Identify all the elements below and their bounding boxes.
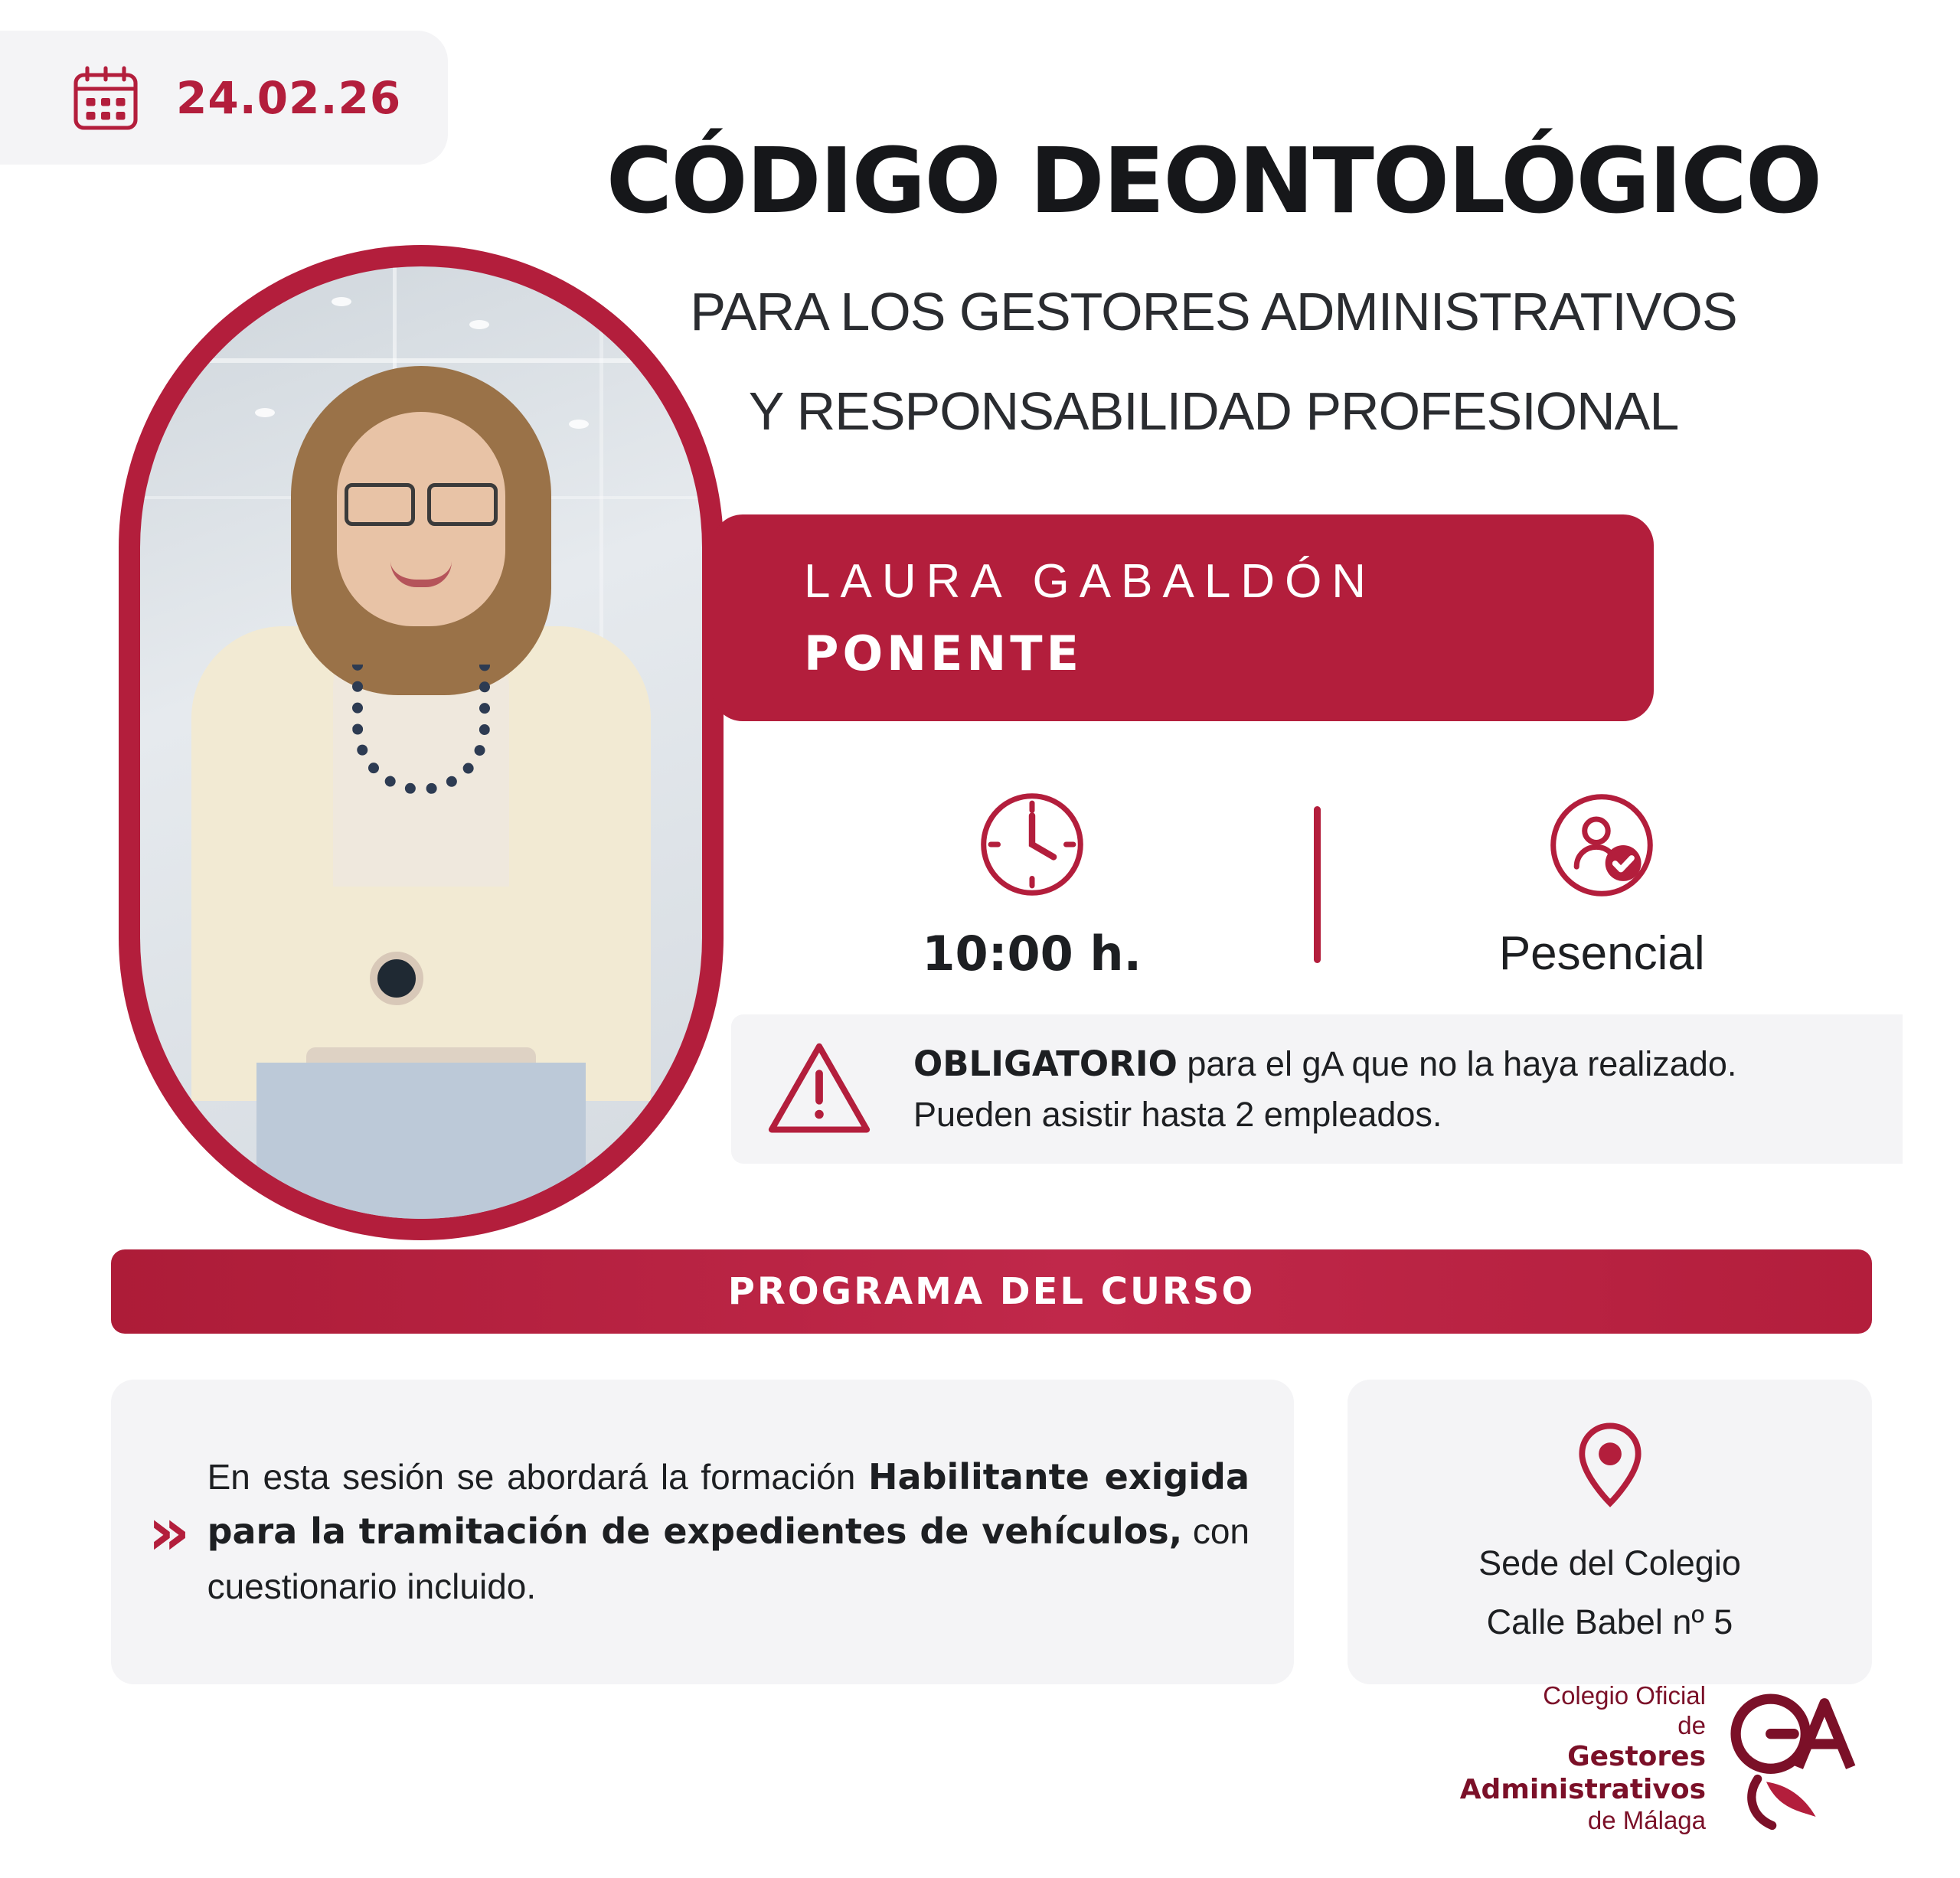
program-text-part-1: En esta sesión se abordará la formación bbox=[207, 1457, 869, 1498]
warning-triangle-icon bbox=[765, 1036, 874, 1142]
program-bar-label: PROGRAMA DEL CURSO bbox=[727, 1270, 1256, 1313]
logo-line-5: de Málaga bbox=[1587, 1806, 1706, 1835]
speaker-photo-frame bbox=[119, 245, 724, 1240]
clock-icon bbox=[975, 787, 1089, 906]
venue-line-2: Calle Babel nº 5 bbox=[1486, 1602, 1733, 1641]
date-chip bbox=[0, 31, 448, 165]
warning-rest: para el gA que no la haya realizado. bbox=[1177, 1044, 1737, 1084]
double-chevron-right-icon: » bbox=[148, 1494, 177, 1570]
program-description bbox=[207, 1450, 1250, 1614]
speaker-role: PONENTE bbox=[804, 625, 1083, 681]
warning-box bbox=[731, 1014, 1903, 1164]
program-card bbox=[111, 1380, 1294, 1684]
program-text-part-2: con cuestionario incluido. bbox=[207, 1511, 1250, 1606]
page-title: CÓDIGO DEONTOLÓGICO bbox=[606, 128, 1821, 234]
time-info bbox=[750, 787, 1314, 981]
logo-line-4: Administrativos bbox=[1459, 1773, 1706, 1805]
program-bar bbox=[111, 1249, 1872, 1334]
info-row bbox=[750, 766, 1883, 1003]
venue-card bbox=[1348, 1380, 1872, 1684]
modality-info bbox=[1321, 788, 1884, 981]
speaker-bar bbox=[712, 514, 1654, 721]
venue-line-1: Sede del Colegio bbox=[1478, 1543, 1741, 1582]
vertical-divider bbox=[1314, 806, 1321, 963]
logo-line-2: de bbox=[1677, 1711, 1706, 1740]
program-text-bold: Habilitante exigida para la tramitación de expedientes de vehículos, bbox=[207, 1456, 1250, 1553]
ga-monogram-icon bbox=[1723, 1686, 1868, 1831]
location-pin-icon bbox=[1568, 1419, 1652, 1528]
calendar-icon bbox=[69, 61, 142, 135]
page-subtitle-line-1: PARA LOS GESTORES ADMINISTRATIVOS bbox=[690, 282, 1737, 341]
modality-label: Pesencial bbox=[1498, 927, 1705, 980]
speaker-name: LAURA GABALDÓN bbox=[804, 555, 1377, 608]
warning-bold: OBLIGATORIO bbox=[913, 1044, 1178, 1085]
page-subtitle-line-2: Y RESPONSABILIDAD PROFESIONAL bbox=[748, 381, 1679, 441]
warning-line-2: Pueden asistir hasta 2 empleados. bbox=[913, 1094, 1442, 1134]
user-check-icon bbox=[1544, 788, 1659, 906]
logo-line-3: Gestores bbox=[1567, 1741, 1706, 1773]
warning-text bbox=[913, 1039, 1736, 1139]
organization-logo bbox=[1460, 1681, 1868, 1836]
logo-text-block bbox=[1460, 1681, 1706, 1836]
speaker-photo bbox=[140, 266, 702, 1219]
logo-line-1: Colegio Oficial bbox=[1543, 1681, 1706, 1710]
event-date: 24.02.26 bbox=[176, 71, 402, 124]
time-label: 10:00 h. bbox=[922, 926, 1142, 981]
